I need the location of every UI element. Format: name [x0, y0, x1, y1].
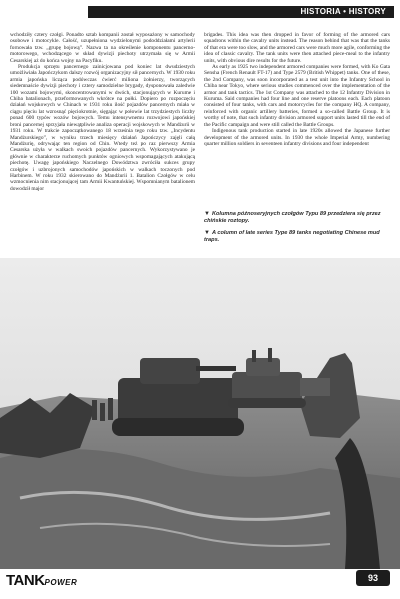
left-paragraph-2: Produkcja sprzętu pancernego zainicjowana pod koniec lat dwudziestych umożliwiała Japończykom dalszy rozwój organizacyjny sił pancernych. W 1930 roku armia japońska licząca podówczas ćwierć miliona żołnierzy, tworzących siedemnaście dywizji piechoty i cztery samodzielne brygady, dysponowała zaledwie 100 wozami bojowymi, skoncentrowanymi w dwóch, stacjonujących w Kurume i Chiba batalionach, przeformowanych wkrótce na pułki. Dopiero po rozpoczęciu działań wojskowych w Chinach w 1931 roku ilość pojazdów pancernych miała w ciągu pięciu lat wzrosnąć pięciokrotnie, sięgając w połowie lat trzydziestych liczby ponad 600 typów wozów bojowych. Temu intensywnemu rozwojowi japońskiej broni pancernej sprzyjała niewątpliwie analiza operacji wojskowych w Mandżurii w 1931 roku. W trakcie zapoczątkowanego 18 września tego roku tzw. „Incydentu Mandżurskiego”, w wyniku trzech miesięcy działań Japończycy zajęli całą Mandżurię, odrywając ten region od Chin. Wtedy też po raz pierwszy Armia Cesarska użyła w walkach swoich pojazdów pancernych. Wykorzystywano je głównie w charakterze ruchomych punktów ogniowych wspomagających atakującą piechotę. Uwagę japońskiego Naczelnego Dowództwa zwróciła sukces grupy czołgów i uzbrojonych samochodów japońskich w walkach toczonych pod Harbinem. W roku 1932 skierowano do Mandżurii 1. Batalion Czołgów w celu wzmocnienia nim stacjonującej tam Armii Kwantuńskiej. Wspomnianym batalionem dowodził major: [10, 64, 195, 192]
right-paragraph-2: As early as 1925 two independent armored companies were formed, with Ko Gata Sensha (French Renault FT-17) and Type 2579 (British Whippet) tanks. One of these, the 2nd Company, was soon incorporated as a test unit into the Infantry School in Chiba near Tokyo, where serious studies commenced over the implementation of the armor and tank tactics. The 1st Company was attached to the 12 Infantry Division in Kuruma. Said companies had four line and one reserve platoons each. Each platoon consisted of four tanks, with cars and motorcycles for the company HQ. A company, reinforced with organic artillery batteries, formed a so-called Battle Group. It is worthy of note, that such infantry division armored support units lasted till the end of the Pacific campaign and were still called the Battle Groups.: [204, 64, 390, 128]
logo-main-text: TANK: [6, 572, 45, 589]
triangle-bullet-icon: ▼: [204, 230, 210, 236]
right-paragraph-3: Indigenous tank production started in late 1920s allowed the Japanese further development of the armored units. In 1930 the whole Imperial Army, numbering quarter million soldiers in seventeen infantry divisions and four independent: [204, 128, 390, 147]
left-text-column: [10, 32, 195, 192]
photo-caption-english: [204, 230, 390, 244]
triangle-bullet-icon: ▼: [204, 211, 210, 217]
magazine-logo: [6, 572, 77, 589]
photo-image: [0, 258, 400, 569]
page-number: 93: [367, 573, 378, 583]
section-header-bar: [88, 6, 394, 18]
section-title: HISTORIA • HISTORY: [300, 7, 386, 16]
photo-caption-polish: [204, 211, 390, 225]
right-text-column: [204, 32, 390, 147]
left-paragraph-1: wchodziły cztery czołgi. Ponadto sztab kompanii został wyposażony w samochody osobowe i motocykle. Całość, uzupełniona wydzielonymi pododdziałami artylerii fornowała tzw. „grupę bojową”. Nazwa ta na określenie komponentu pancerno-motorowego, wchodzącego w skład dywizji piechoty utrzymała się w Armii Cesarskiej aż do końca wojny na Pacyfiku.: [10, 32, 195, 64]
tank-column-photo: [0, 258, 400, 569]
caption-polish-text: Kolumna późnoseryjnych czołgów Typu 89 przedziera się przez chińskie roztopy.: [204, 211, 381, 224]
logo-sub-text: POWER: [44, 578, 78, 587]
caption-english-text: A column of late series Type 89 tanks negotiating Chinese mud traps.: [204, 230, 380, 243]
right-paragraph-1: brigades. This idea was then dropped in favor of forming of the armored cars squadrons within the cavalry units instead. The reason behind that was that the tanks of that era were too slow, and the armored cars were much more agile, conforming the idea of classic cavalry. The tank units were then attached piece-meal to the infantry units, with obvious dire results for the future.: [204, 32, 391, 64]
